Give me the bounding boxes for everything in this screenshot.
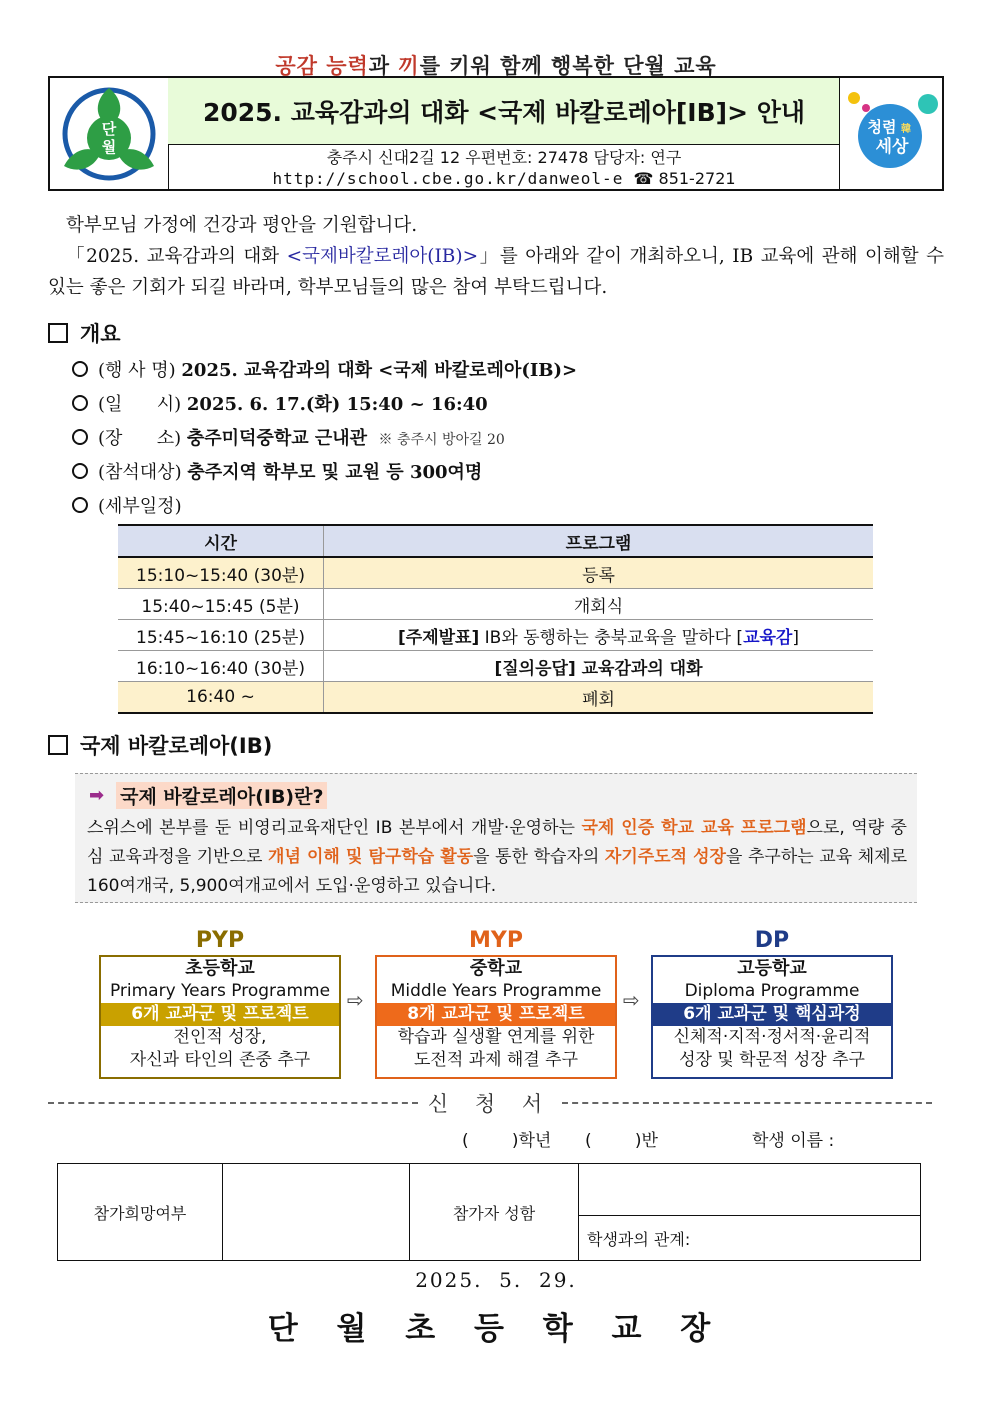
program-speaker: 교육감 xyxy=(743,627,793,648)
overview-date xyxy=(72,390,488,416)
date-label: (일 시) xyxy=(98,394,182,415)
schedule-program: 등록 xyxy=(324,557,874,589)
overview-event xyxy=(72,356,577,382)
circle-bullet-icon xyxy=(72,429,88,445)
programme-desc-2: 도전적 과제 해결 추구 xyxy=(413,1050,578,1070)
school-url[interactable]: http://school.cbe.go.kr/danweol-e xyxy=(272,169,624,188)
section-overview xyxy=(48,318,121,348)
table-row xyxy=(118,589,873,620)
date-value: 2025. 6. 17.(화) 15:40 ~ 16:40 xyxy=(186,394,488,415)
overview-target xyxy=(72,458,482,484)
ib-text-2: 으로, 역량 중심 교육과정을 기반으로 xyxy=(87,818,907,867)
intro-p2-b: <국제바칼로레아(IB)> xyxy=(286,246,479,267)
slogan-part1: 공감 능력 xyxy=(275,54,369,78)
slogan-part4: 를 키워 함께 행복한 단월 교육 xyxy=(419,54,717,78)
programme-curriculum: 6개 교과군 및 프로젝트 xyxy=(101,1003,339,1026)
principal-signature: 단 월 초 등 학 교 장 xyxy=(267,1311,725,1347)
school-logo xyxy=(50,78,169,189)
schedule-program: 개회식 xyxy=(324,589,874,620)
slogan-part3: 끼 xyxy=(398,54,420,78)
programme-desc-1: 전인적 성장, xyxy=(173,1027,267,1047)
table-row xyxy=(118,682,873,714)
participation-label: 참가희망여부 xyxy=(58,1164,223,1261)
dashed-divider xyxy=(562,1102,932,1104)
place-note: ※ 충주시 방아길 20 xyxy=(378,432,505,448)
programme-curriculum: 6개 교과군 및 핵심과정 xyxy=(653,1003,891,1026)
schedule-time: 15:10~15:40 (30분) xyxy=(118,557,324,589)
programme-curriculum: 8개 교과군 및 프로젝트 xyxy=(377,1003,615,1026)
programme-card-dp xyxy=(651,955,893,1079)
program-text: IB와 동행하는 충북교육을 말하다 [ xyxy=(479,627,744,648)
checkbox-icon xyxy=(48,323,68,343)
programme-code-dp: DP xyxy=(754,928,790,953)
programme-code-myp: MYP xyxy=(469,928,523,953)
document-title: 2025. 교육감과의 대화 <국제 바칼로레아[IB]> 안내 xyxy=(168,78,840,145)
target-label: (참석대상) xyxy=(98,462,182,483)
schedule-time: 16:40 ~ xyxy=(118,682,324,714)
participant-name-input[interactable] xyxy=(579,1164,921,1216)
schedule-program xyxy=(324,620,874,651)
arrow-right-icon: ➡ xyxy=(89,785,105,806)
programme-code-pyp: PYP xyxy=(195,928,245,953)
program-tag: [주제발표] xyxy=(398,627,480,648)
programme-desc-2: 자신과 타인의 존중 추구 xyxy=(129,1050,311,1070)
programme-name: Middle Years Programme xyxy=(390,981,602,1001)
schedule-time: 16:10~16:40 (30분) xyxy=(118,651,324,682)
cut-line xyxy=(48,1088,932,1118)
grade-field[interactable]: ( )학년 xyxy=(462,1131,552,1151)
school-address: 충주시 신대2길 12 우편번호: 27478 담당자: 연구 xyxy=(326,148,682,167)
intro-line1: 학부모님 가정에 건강과 평안을 기원합니다. xyxy=(66,215,418,236)
programme-name: Primary Years Programme xyxy=(109,981,331,1001)
ib-box-title: 국제 바칼로레아(IB)란? xyxy=(116,782,327,809)
class-field[interactable]: ( )반 xyxy=(585,1131,658,1151)
ib-text-1: 스위스에 본부를 둔 비영리교육재단인 IB 본부에서 개발·운영하는 xyxy=(87,818,582,838)
ib-highlight-2: 개념 이해 및 탐구학습 활동 xyxy=(268,847,474,867)
circle-bullet-icon xyxy=(72,463,88,479)
ib-text-3: 을 통한 학습자의 xyxy=(473,847,605,867)
programme-card-myp xyxy=(375,955,617,1079)
programme-school: 고등학교 xyxy=(737,958,807,979)
event-label: (행 사 명) xyxy=(98,360,176,381)
ib-box-header xyxy=(89,782,327,809)
logo-text-bottom: 월 xyxy=(101,138,117,156)
slogan-part2: 과 xyxy=(368,54,399,78)
logo-text-top: 단 xyxy=(101,120,117,138)
integrity-logo-text1: 청렴 xyxy=(867,118,897,136)
ib-text-4: 을 추구하는 교육 체제로 160여개국, 5,900여개교에서 도입·운영하고 있습니다. xyxy=(87,847,908,896)
letterhead xyxy=(48,76,944,191)
participant-name-label: 참가자 성함 xyxy=(410,1164,579,1261)
schedule-header-program: 프로그램 xyxy=(324,525,874,557)
overview-place xyxy=(72,424,505,450)
circle-bullet-icon xyxy=(72,361,88,377)
programme-school: 중학교 xyxy=(469,958,523,979)
dashed-divider xyxy=(48,1102,418,1104)
ib-definition-text xyxy=(87,814,907,901)
issue-date: 2025. 5. 29. xyxy=(415,1268,577,1292)
intro-p2-c: 」를 아래와 같이 개최하오니, IB 교육에 관해 이해할 수 있는 좋은 기회가 되길 바라며, 학부모님들의 많은 참여 부탁드립니다. xyxy=(48,246,944,298)
schedule-time: 15:40~15:45 (5분) xyxy=(118,589,324,620)
intro-greeting xyxy=(48,210,944,303)
table-row xyxy=(118,651,873,682)
intro-p2-a: 「2025. 교육감과의 대화 xyxy=(66,246,287,267)
ib-highlight-1: 국제 인증 학교 교육 프로그램 xyxy=(581,818,807,838)
schedule-label: (세부일정) xyxy=(98,496,182,517)
overview-schedule xyxy=(72,492,182,518)
programme-desc-1: 학습과 실생활 연계를 위한 xyxy=(397,1027,595,1047)
section-ib-title: 국제 바칼로레아(IB) xyxy=(80,734,273,758)
programme-school: 초등학교 xyxy=(185,958,255,979)
programme-desc-1: 신체적·지적·정서적·윤리적 xyxy=(673,1027,871,1047)
circle-bullet-icon xyxy=(72,395,88,411)
arrow-right-icon: ⇨ xyxy=(623,988,640,1012)
schedule-table xyxy=(118,524,873,714)
schedule-program: [질의응답] 교육감과의 대화 xyxy=(324,651,874,682)
participation-input[interactable] xyxy=(223,1164,410,1261)
checkbox-icon xyxy=(48,735,68,755)
program-bracket: ] xyxy=(792,627,799,648)
event-value: 2025. 교육감과의 대화 <국제 바칼로레아(IB)> xyxy=(181,360,578,381)
schedule-header-time: 시간 xyxy=(118,525,324,557)
place-label: (장 소) xyxy=(98,428,182,449)
integrity-logo-text3: 세상 xyxy=(875,137,909,157)
ib-highlight-3: 자기주도적 성장 xyxy=(604,847,726,867)
relation-field[interactable]: 학생과의 관계: xyxy=(579,1216,921,1261)
school-logo-icon xyxy=(50,78,168,189)
arrow-right-icon: ⇨ xyxy=(347,988,364,1012)
integrity-logo xyxy=(839,78,942,189)
section-overview-title: 개요 xyxy=(80,322,121,346)
programme-name: Diploma Programme xyxy=(684,981,860,1001)
ib-definition-box xyxy=(75,773,917,903)
application-title: 신 청 서 xyxy=(427,1092,553,1116)
section-ib xyxy=(48,730,272,760)
programme-desc-2: 성장 및 학문적 성장 추구 xyxy=(679,1050,865,1070)
schedule-program: 폐회 xyxy=(324,682,874,714)
schedule-time: 15:45~16:10 (25분) xyxy=(118,620,324,651)
place-value: 충주미덕중학교 근내관 xyxy=(186,428,368,449)
table-row xyxy=(118,620,873,651)
table-row xyxy=(118,557,873,589)
application-table xyxy=(57,1163,921,1261)
school-phone: ☎ 851-2721 xyxy=(633,169,736,188)
integrity-logo-icon xyxy=(840,78,942,189)
integrity-logo-text2: 韓 xyxy=(901,124,911,135)
intro-paragraph xyxy=(48,241,944,303)
student-name-field[interactable]: 학생 이름 : xyxy=(752,1131,835,1151)
target-value: 충주지역 학부모 및 교원 등 300여명 xyxy=(187,462,483,483)
school-contact xyxy=(168,145,840,191)
circle-bullet-icon xyxy=(72,497,88,513)
programme-card-pyp xyxy=(99,955,341,1079)
